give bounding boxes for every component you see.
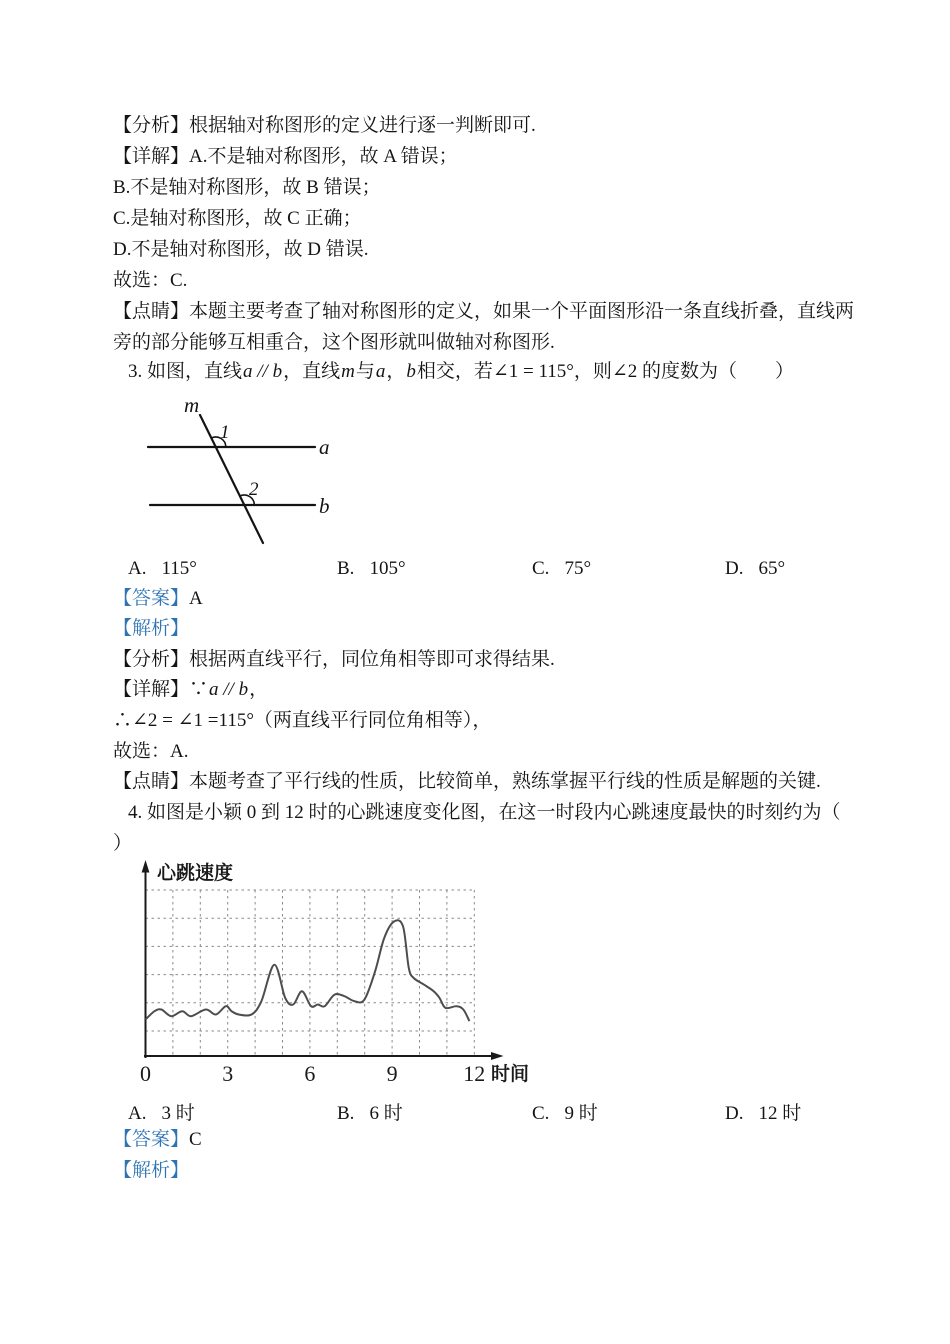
q3-option-c bbox=[532, 558, 591, 580]
q3-option-b bbox=[337, 558, 406, 580]
x-tick-12: 12 bbox=[463, 1061, 486, 1086]
q3-option-d bbox=[725, 558, 785, 580]
option-value: 75° bbox=[564, 558, 592, 579]
jiexi-label: 【解析】 bbox=[113, 1160, 190, 1181]
x-axis-arrow-icon bbox=[491, 1052, 504, 1060]
q3-parallel-lines-figure bbox=[140, 392, 425, 550]
option-value: 9 时 bbox=[564, 1103, 598, 1124]
x-axis-label: 时间 bbox=[491, 1063, 530, 1085]
q3-jiexi-line bbox=[113, 618, 189, 640]
option-letter: C. bbox=[532, 558, 550, 579]
q3-analysis-line: 【分析】根据两直线平行，同位角相等即可求得结果. bbox=[113, 649, 555, 670]
chart-gridlines bbox=[146, 890, 475, 1056]
q3-choose-line: 故选：A. bbox=[113, 741, 189, 762]
label-angle-1: 1 bbox=[220, 422, 230, 443]
q4-option-c bbox=[532, 1098, 598, 1125]
label-a: a bbox=[319, 435, 330, 459]
x-axis-tick-labels bbox=[140, 1061, 485, 1086]
q2-note-line-1: 【点睛】本题主要考查了轴对称图形的定义，如果一个平面图形沿一条直线折叠，直线两 bbox=[113, 301, 855, 322]
q3-option-a bbox=[128, 558, 197, 580]
y-axis-arrow-icon bbox=[142, 860, 150, 873]
x-tick-0: 0 bbox=[140, 1061, 151, 1086]
option-value: 65° bbox=[758, 558, 786, 579]
x-tick-9: 9 bbox=[386, 1061, 398, 1086]
q3-note-line: 【点睛】本题考查了平行线的性质，比较简单，熟练掌握平行线的性质是解题的关键. bbox=[113, 771, 821, 792]
q4-answer-line bbox=[113, 1129, 202, 1151]
q4-heart-rate-chart bbox=[141, 858, 536, 1090]
q2-detail-a-line: 【详解】A.不是轴对称图形，故 A 错误； bbox=[113, 146, 458, 167]
q4-jiexi-line bbox=[113, 1160, 189, 1182]
q4-option-b bbox=[337, 1098, 403, 1125]
answer-label: 【答案】 bbox=[113, 1129, 190, 1150]
q4-title-line-2: ） bbox=[113, 833, 133, 854]
jiexi-label: 【解析】 bbox=[113, 618, 190, 639]
answer-value: A bbox=[189, 588, 203, 609]
option-letter: A. bbox=[128, 558, 147, 579]
x-tick-6: 6 bbox=[304, 1061, 316, 1086]
option-value: 105° bbox=[369, 558, 406, 579]
q4-option-d bbox=[725, 1098, 801, 1125]
option-value: 6 时 bbox=[369, 1103, 403, 1124]
answer-label: 【答案】 bbox=[113, 588, 190, 609]
option-letter: D. bbox=[725, 558, 744, 579]
q4-title-line-1: 4. 如图是小颖 0 到 12 时的心跳速度变化图，在这一时段内心跳速度最快的时刻约为（ bbox=[128, 802, 841, 823]
q3-conclusion-line: ∴∠2 = ∠1 =115°（两直线平行同位角相等）， bbox=[113, 710, 492, 731]
heart-rate-curve bbox=[146, 920, 470, 1021]
q2-detail-d-line: D.不是轴对称图形，故 D 错误. bbox=[113, 239, 369, 260]
option-letter: B. bbox=[337, 1103, 355, 1124]
q2-detail-c-line: C.是轴对称图形，故 C 正确； bbox=[113, 208, 362, 229]
q3-title: 3. 如图，直线a // b，直线m与a，b相交，若∠1 = 115°，则∠2 的度数为（ ） bbox=[128, 361, 795, 382]
option-value: 115° bbox=[161, 558, 197, 579]
label-m: m bbox=[184, 393, 200, 417]
label-b: b bbox=[319, 494, 330, 518]
q2-note-line-2: 旁的部分能够互相重合，这个图形就叫做轴对称图形. bbox=[113, 332, 555, 353]
q2-choose-line: 故选：C. bbox=[113, 270, 188, 291]
option-value: 3 时 bbox=[161, 1103, 195, 1124]
q2-analysis-line: 【分析】根据轴对称图形的定义进行逐一判断即可. bbox=[113, 115, 536, 136]
option-value: 12 时 bbox=[758, 1103, 802, 1124]
option-letter: C. bbox=[532, 1103, 550, 1124]
q4-option-a bbox=[128, 1098, 195, 1125]
y-axis-label: 心跳速度 bbox=[157, 862, 234, 884]
q3-detail-line: 【详解】∵a // b， bbox=[113, 679, 269, 700]
x-tick-3: 3 bbox=[222, 1061, 234, 1086]
q2-detail-b-line: B.不是轴对称图形，故 B 错误； bbox=[113, 177, 381, 198]
option-letter: D. bbox=[725, 1103, 744, 1124]
label-angle-2: 2 bbox=[249, 479, 259, 500]
option-letter: A. bbox=[128, 1103, 147, 1124]
q3-answer-line bbox=[113, 588, 203, 610]
answer-value: C bbox=[189, 1129, 202, 1150]
option-letter: B. bbox=[337, 558, 355, 579]
